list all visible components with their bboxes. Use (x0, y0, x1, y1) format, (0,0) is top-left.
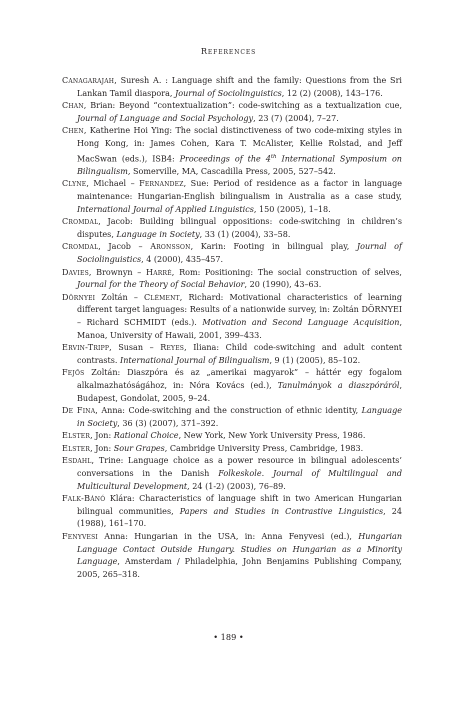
reference-text: , New York, New York University Press, 1986. (178, 431, 366, 441)
italic-title: Language in Society (116, 229, 200, 239)
reference-entry (62, 125, 402, 178)
italic-title: Papers and Studies in Contrastive Linguistics (179, 506, 384, 516)
reference-text: th (270, 153, 277, 160)
reference-entry (62, 367, 402, 405)
author-name: Cromdal (62, 242, 99, 252)
author-name: Clyne (62, 179, 87, 189)
reference-entry (62, 405, 402, 430)
reference-text: , 24 (1988), 161–170. (77, 506, 403, 529)
reference-text: , 150 (2005), 1–18. (253, 204, 331, 214)
reference-text: , 9 (1) (2005), 85–102. (269, 355, 361, 365)
reference-text: , Anna: Code-switching and the construction of ethnic identity, (95, 406, 362, 416)
reference-text: , Jon: (90, 431, 114, 441)
author-name: Canagarajah (62, 76, 115, 85)
reference-entry (62, 531, 402, 581)
italic-title: Journal of Sociolinguistics (175, 88, 282, 98)
reference-text: , 23 (7) (2004), 7–27. (253, 113, 339, 123)
italic-title: Language in Society (77, 406, 402, 428)
reference-text: Anna: Hungarian in the USA, in: Anna Fenyvesi (ed.), (97, 532, 359, 542)
author-name: Esdahl (62, 456, 92, 466)
author-name: Harré (146, 267, 172, 277)
reference-text: 24 (1-2) (2003), 76–89. (189, 481, 286, 491)
author-name: Reyes (160, 343, 185, 353)
reference-entry (62, 292, 402, 342)
italic-title: Motivation and Second Language Acquisition (202, 317, 400, 327)
reference-text: , Jacob: Building bilingual oppositions: code-switching in children’s disputes, (77, 217, 402, 239)
italic-title: Journal of Sociolinguistics (77, 242, 402, 264)
author-name: Fenyvesi (62, 532, 98, 542)
reference-text: Somerville, MA, Cascadilla Press, 2005, 527–542. (130, 166, 336, 176)
reference-entry (62, 241, 402, 266)
reference-text: , Jacob – (98, 242, 151, 252)
reference-text: , Cambridge University Press, Cambridge, 1983. (164, 443, 364, 453)
reference-text: Zoltán: Diaszpóra és az „amerikai magyarok” – háttér egy fogalom alkalmazhatóságához, in: Nóra Kovács (ed.), (77, 368, 402, 390)
reference-entry (62, 75, 402, 100)
reference-text: , 4 (2000), 435–457. (141, 254, 224, 264)
author-name: Ervin-Tripp (62, 343, 110, 353)
reference-entry (62, 178, 402, 216)
author-name: Clément (144, 292, 180, 302)
author-name: Dörnyei (62, 292, 96, 302)
reference-entry (62, 455, 402, 493)
reference-text: , Amsterdam / Philadelphia, John Benjamins Publishing Company, 2005, 265–318. (77, 557, 402, 579)
italic-title: Journal of Multilingual and Multicultural Development, (77, 469, 402, 491)
author-name: Falk-Bánó (62, 494, 106, 504)
reference-entry (62, 443, 402, 456)
italic-title: International Journal of Bilingualism (120, 355, 270, 365)
reference-text: Zoltán – (95, 292, 145, 302)
reference-text: , Iliana: Child code-switching and adult content contrasts. (77, 343, 403, 365)
reference-text: , Jon: (90, 443, 114, 453)
italic-title: International Symposium on Bilingualism, (77, 154, 402, 176)
author-name: Elster (62, 431, 91, 441)
reference-list (62, 75, 402, 581)
reference-text: , 20 (1990), 43–63. (244, 280, 322, 290)
author-name: Chen (62, 126, 84, 136)
reference-entry (62, 493, 402, 531)
italic-title: Rational Choice (113, 431, 179, 441)
reference-text: , Brownyn – (88, 267, 147, 277)
reference-entry (62, 100, 402, 125)
reference-entry (62, 267, 402, 292)
reference-text: , Katherine Hoi Ying: The social distinctiveness of two code-mixing styles in Hong Kong, in: James Cohen, Kara T. McAlister, Kellie Rolstad, and Jeff MacSwan (eds.), ISB4: (77, 126, 402, 164)
reference-entry (62, 430, 402, 443)
italic-title: Folkeskole (218, 469, 262, 479)
italic-title: Hungarian Language Contact Outside Hungary. Studies on Hungarian as a Minority Language (77, 532, 402, 567)
reference-text: , Manoa, University of Hawaii, 2001, 399–433. (77, 317, 402, 340)
author-name: De Fina (62, 406, 96, 416)
author-name: Fejős (62, 368, 85, 378)
italic-title: Tanulmányok a diaszpóráról (277, 380, 400, 390)
reference-text: , 12 (2) (2008), 143–176. (281, 88, 383, 98)
running-head: References (200, 46, 257, 56)
reference-text: , Karin: Footing in bilingual play, (190, 242, 357, 252)
italic-title: International Journal of Applied Linguistics (77, 204, 254, 214)
author-name: Fernandez (139, 179, 184, 189)
author-name: Chan (62, 101, 84, 111)
reference-text: , Sue: Period of residence as a factor in language maintenance: Hungarian-English bilingualism in Australia as a case study, (77, 179, 402, 202)
reference-text: , Rom: Positioning: The social construction of selves, (171, 267, 402, 277)
reference-entry (62, 216, 402, 241)
italic-title: Journal for the Theory of Social Behavior (77, 280, 245, 290)
author-name: Davies (62, 267, 89, 277)
reference-text: , 36 (3) (2007), 371–392. (117, 418, 219, 428)
reference-text: , Susan – (109, 343, 161, 353)
author-name: Elster (62, 443, 91, 453)
italic-title: Proceedings of the 4 (179, 154, 271, 164)
reference-text: , Brian: Beyond “contextualization”: code-switching as a textualization cue, (83, 101, 402, 111)
reference-text: , Trine: Language choice as a power resource in bilingual adolescents’ conversations in the Danish (77, 456, 402, 479)
reference-text: , Richard: Motivational characteristics of learning different target languages: Results of a nationwide survey, in: Zoltán DÖRNYEI – Richard SCHMIDT (eds.). (77, 292, 403, 327)
italic-title: Journal of Language and Social Psychology (77, 113, 254, 123)
reference-text: Klára: Characteristics of language shift in two American Hungarian bilingual communities, (77, 494, 402, 516)
reference-text: , Suresh A. : Language shift and the family: Questions from the Sri Lankan Tamil diaspora, (77, 76, 402, 98)
author-name: Cromdal (62, 217, 99, 227)
page-number: • 189 • (213, 632, 244, 642)
reference-text: , Michael – (86, 179, 140, 189)
reference-entry (62, 342, 402, 367)
reference-text: . (261, 469, 274, 479)
author-name: Aronsson (150, 242, 191, 252)
italic-title: Sour Grapes (113, 443, 165, 453)
reference-text: , 33 (1) (2004), 33–58. (199, 229, 291, 239)
reference-text: , Budapest, Gondolat, 2005, 9–24. (77, 380, 402, 403)
